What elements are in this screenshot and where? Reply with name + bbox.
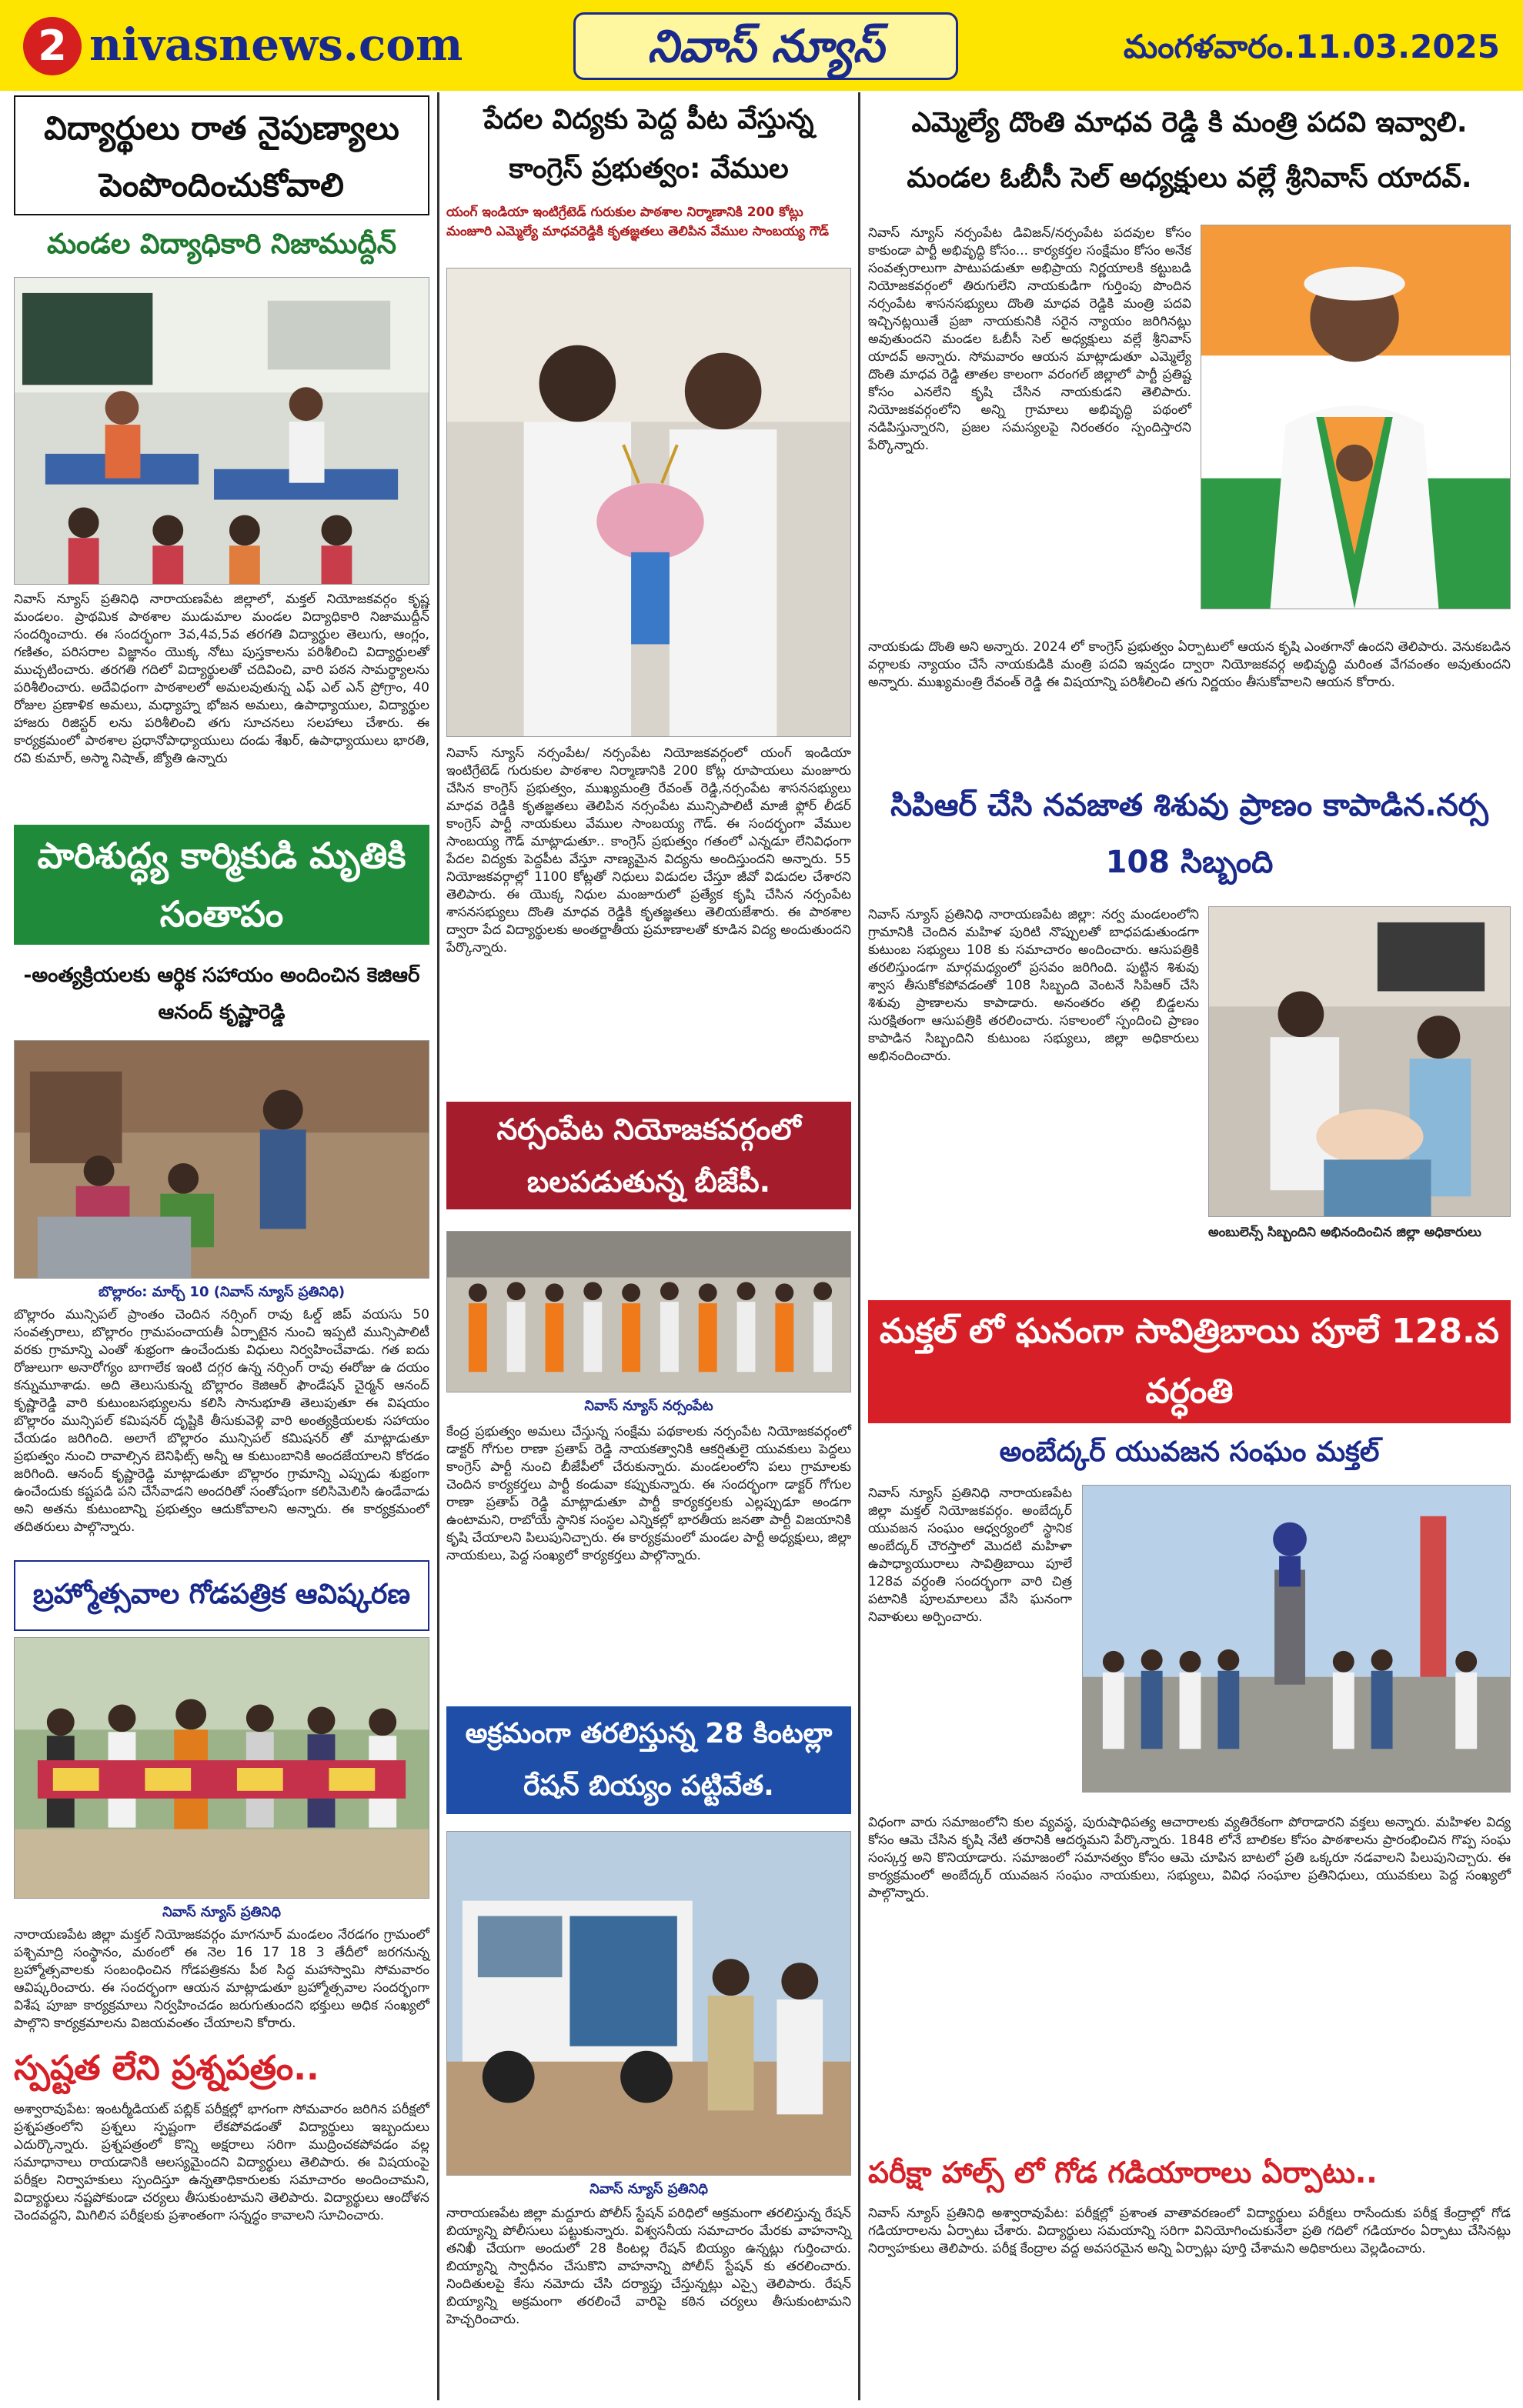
page-number-badge: 2 xyxy=(23,17,82,75)
issue-date: మంగళవారం.11.03.2025 xyxy=(1123,28,1500,65)
article-sanitation xyxy=(14,825,429,1556)
article-cpr xyxy=(868,777,1511,1294)
article-body-continued: నాయకుడు దొంతి అని అన్నారు. 2024 లో కాంగ్రెస్ ప్రభుత్వం ఏర్పాటులో ఆయన కృషి ఎంతగానో ఉందని తెలిపారు. వెనుకబడిన వర్గాలకు న్యాయం చేసే నాయకుడికి మంత్రి పదవి ఇవ్వడం ద్వారా నియోజకవర్గ అభివృద్ధి మరింత వేగవంతం అవుతుందని అన్నారు. ముఖ్యమంత్రి రేవంత్ రెడ్డి ఈ విషయాన్ని పరిశీలించి తగు నిర్ణయం తీసుకోవాలని ఆయన కోరారు. xyxy=(868,639,1511,690)
column-divider xyxy=(437,92,439,2400)
tribute-photo xyxy=(1082,1485,1511,1793)
classroom-photo xyxy=(14,277,429,585)
article-body-continued: విధంగా వారు సమాజంలోని కుల వ్యవస్థ, పురుషాధిపత్య ఆచారాలకు వ్యతిరేకంగా పోరాడారని వక్తలు అన్నారు. మహిళల విద్య కోసం ఆమె చేసిన కృషి నేటి తరానికి ఆదర్శమని పేర్కొన్నారు. 1848 లోనే బాలికల కోసం పాఠశాలను ప్రారంభించిన గొప్ప సంఘ సంస్కర్త అని కొనియాడారు. సమాజంలో సమానత్వం కోసం ఆమె చూపిన బాటలో ప్రతి ఒక్కరూ నడవాలని పిలుపునిచ్చారు. ఈ కార్యక్రమంలో అంబేద్కర్ యువజన సంఘం నాయకులు, సభ్యులు, వివిధ సంఘాల ప్రతినిధులు, యువకులు పెద్ద సంఖ్యలో పాల్గొన్నారు. xyxy=(868,1815,1511,1901)
article-headline: అక్రమంగా తరలిస్తున్న 28 కింటల్లా రేషన్ బియ్యం పట్టివేత. xyxy=(446,1706,851,1814)
article-clocks xyxy=(868,2146,1511,2400)
article-headline: ఎమ్మెల్యే దొంతి మాధవ రెడ్డి కి మంత్రి పదవి ఇవ్వాలి. మండల ఓబీసీ సెల్ అధ్యక్షులు వల్లే శ్రీనివాస్ యాదవ్. xyxy=(907,107,1472,194)
article-body: నివాస్ న్యూస్ నర్సంపేట డివిజన్/నర్సంపేట పదవుల కోసం కాకుండా పార్టీ అభివృద్ధి కోసం... కార్యకర్తల సంక్షేమం కోసం అనేక సంవత్సరాలుగా పాటుపడుతూ అభిప్రాయ నిర్ణయాలకి కట్టుబడి నియోజకవర్గంలో తిరుగులేని నాయకుడిగా గుర్తింపు పొందిన నర్సంపేట శాసనసభ్యులు దొంతి మాధవ రెడ్డికి మంత్రి పదవి ఇచ్చినట్లయితే ప్రజా నాయకునికి సరైన న్యాయం జరిగినట్లు అవుతుందని మండల ఓబీసీ సెల్ అధ్యక్షులు వల్లే శ్రీనివాస్ యాదవ్ అన్నారు. సోమవారం ఆయన మాట్లాడుతూ ఎమ్మెల్యే దొంతి మాధవ రెడ్డి తాతల కాలంగా వరంగల్ జిల్లాలో పార్టీ ప్రతిష్ట కోసం ఎనలేని కృషి చేసిన నాయకుడని తెలిపారు. నియోజకవర్గంలోని అన్ని గ్రామాలు అభివృద్ధి పథంలో నడిపిస్తున్నారని, ప్రజల సమస్యలపై నిరంతరం స్పందిస్తారని పేర్కొన్నారు. xyxy=(868,225,1191,453)
article-body: నివాస్ న్యూస్ ప్రతినిధి నారాయణపేట జిల్లా: నర్వ మండలంలోని గ్రామానికి చెందిన మహిళ పురిటి నొప్పులతో బాధపడుతుండగా కుటుంబ సభ్యులు 108 కు సమాచారం అందించారు. ఆసుపత్రికి తరలిస్తుండగా మార్గమధ్యంలో ప్రసవం జరిగింది. పుట్టిన శిశువు శ్వాస తీసుకోకపోవడంతో 108 సిబ్బంది వెంటనే సిపిఆర్ చేసి శిశువు ప్రాణాలను కాపాడారు. అనంతరం తల్లి బిడ్డలను సురక్షితంగా ఆసుపత్రికి తరలించారు. సకాలంలో స్పందించి ప్రాణం కాపాడిన సిబ్బందిని కుటుంబ సభ్యులు, జిల్లా అధికారులు అభినందించారు. xyxy=(868,907,1199,1064)
article-subhead: మండల విద్యాధికారి నిజాముద్దీన్ xyxy=(46,228,397,260)
article-headline: మక్తల్ లో ఘనంగా సావిత్రిబాయి పూలే 128.వ వర్ధంతి xyxy=(868,1300,1511,1423)
article-subhead: యంగ్ ఇండియా ఇంటిగ్రేటెడ్ గురుకుల పాఠశాల నిర్మాణానికి 200 కోట్లు మంజూరి ఎమ్మెల్యే మాధవరెడ్డికి కృతజ్ఞతలు తెలిపిన వేముల సాంబయ్య గౌడ్ xyxy=(446,205,829,239)
article-bjp xyxy=(446,1102,851,1563)
article-headline: విద్యార్థులు రాత నైపుణ్యాలు పెంపొందించుకోవాలి xyxy=(14,95,429,215)
party-joining-photo xyxy=(446,1231,851,1392)
article-ration xyxy=(446,1706,851,2399)
seized-vehicle-photo xyxy=(446,1831,851,2176)
article-headline: నర్సంపేట నియోజకవర్గంలో బలపడుతున్న బీజేపీ. xyxy=(446,1102,851,1209)
mla-portrait-photo xyxy=(1201,225,1511,609)
article-minister xyxy=(868,95,1511,765)
photo-caption: నివాస్ న్యూస్ నర్సంపేట xyxy=(584,1398,713,1414)
article-body: నివాస్ న్యూస్ ప్రతినిధి అశ్వారావుపేట: పరీక్షల్లో ప్రశాంత వాతావరణంలో విద్యార్థులు పరీక్షలు రాసేందుకు పరీక్ష కేంద్రాల్లో గోడ గడియారాలను ఏర్పాటు చేశారు. విద్యార్థులు సమయాన్ని సరిగా వినియోగించుకునేలా ప్రతి గదిలో గడియారం ఏర్పాటు చేసినట్లు నిర్వాహకులు తెలిపారు. పరీక్ష కేంద్రాల వద్ద అవసరమైన అన్ని ఏర్పాట్లు పూర్తి చేశామని అధికారులు వెల్లడించారు. xyxy=(868,2206,1511,2256)
felicitation-photo xyxy=(446,268,851,737)
article-students xyxy=(14,95,429,903)
article-body: నారాయణపేట జిల్లా మక్తల్ నియోజకవర్గం మాగనూర్ మండలం నేరడగం గ్రామంలో పశ్చిమాద్రి సంస్థానం, మఠంలో ఈ నెల 16 17 18 3 తేదీలో జరగనున్న బ్రహ్మోత్సవాలకు సంబంధించిన గోడపత్రికను పీఠ సిద్ధ మహాస్వామి సోమవారం ఆవిష్కరించారు. ఈ సందర్భంగా ఆయన మాట్లాడుతూ బ్రహ్మోత్సవాల సందర్భంగా విశేష పూజా కార్యక్రమాలు నిర్వహించడం జరుగుతుందని భక్తులు అధిక సంఖ్యలో పాల్గొని కార్యక్రమాలను విజయవంతం చేయాలని కోరారు. xyxy=(14,1927,429,2031)
photo-caption: నివాస్ న్యూస్ ప్రతినిధి xyxy=(162,1904,281,1920)
article-body: నారాయణపేట జిల్లా మద్దూరు పోలీస్ స్టేషన్ పరిధిలో అక్రమంగా తరలిస్తున్న రేషన్ బియ్యాన్ని పోలీసులు పట్టుకున్నారు. విశ్వసనీయ సమాచారం మేరకు వాహనాన్ని తనిఖీ చేయగా అందులో 28 కింటల్ల రేషన్ బియ్యం ఉన్నట్లు గుర్తించారు. బియ్యాన్ని స్వాధీనం చేసుకొని వాహనాన్ని పోలీస్ స్టేషన్ కు తరలించారు. నిందితులపై కేసు నమోదు చేసి దర్యాప్తు చేస్తున్నట్లు ఎస్సై తెలిపారు. రేషన్ బియ్యాన్ని అక్రమంగా తరలించే వారిపై కఠిన చర్యలు తీసుకుంటామని హెచ్చరించారు. xyxy=(446,2206,851,2327)
column-divider xyxy=(858,92,860,2400)
newspaper-brand: నివాస్ న్యూస్ xyxy=(573,12,958,80)
article-headline: స్పష్టత లేని ప్రశ్నపత్రం.. xyxy=(14,2049,319,2088)
article-congress xyxy=(446,95,851,1011)
photo-caption: నివాస్ న్యూస్ ప్రతినిధి xyxy=(589,2181,708,2197)
article-headline: పేదల విద్యకు పెద్ద పీట వేస్తున్న కాంగ్రెస్ ప్రభుత్వం: వేముల xyxy=(483,104,814,185)
article-headline: పరీక్షా హాల్స్ లో గోడ గడియారాలు ఏర్పాటు.. xyxy=(868,2156,1378,2190)
masthead xyxy=(0,0,1523,91)
article-subhead: -అంత్యక్రియలకు ఆర్థిక సహాయం అందించిన కెజిఆర్ ఆనంద్ కృష్ణారెడ్డి xyxy=(23,964,420,1024)
article-body: బొల్లారం మున్సిపల్ ప్రాంతం చెందిన నర్సింగ్ రావు ఓల్డ్ జిప్ వయసు 50 సంవత్సరాలు, బొల్లారం గ్రామపంచాయతీ ఏర్పాటైన నుంచి ఇప్పటి మున్సిపాలిటీ వరకు గ్రామాన్ని ఎంతో శుభ్రంగా ఉంచేందుకు విధులు నిర్వహించేవాడు. గత ఐదు రోజులుగా అనారోగ్యం బాగాలేక ఇంటి దగ్గర ఉన్న నర్సింగ్ రావు ఈరోజు ఉ దయం కన్నుమూశాడు. అది తెలుసుకున్న బొల్లారం కెజిఆర్ ఫౌండేషన్ చైర్మన్ ఆనంద్ కృష్ణారెడ్డి వారి కుటుంబసభ్యులను కలిసి సానుభూతి తెలుపుతూ ఈ విషయం బొల్లారం మున్సిపల్ కమిషనర్ దృష్టికి తీసుకువెళ్లి వారి అంత్యక్రియలకు సహాయం చేయడం జరిగింది. అలాగే బొల్లారం మున్సిపల్ కమిషనర్ తో మాట్లాడుతూ ప్రభుత్వం నుంచి రావాల్సిన బెనిఫిట్స్ అన్నీ ఆ కుటుంబానికి అందజేయాలని కోరడం జరిగింది. ఆనంద్ కృష్ణారెడ్డి మాట్లాడుతూ బొల్లారం గ్రామాన్ని ఎప్పుడు శుభ్రంగా ఉంచేందుకు కష్టపడి పని చేసేవాడని అందరితో సంతోషంగా కలిసిమెలిసి ఉండేవాడు అని అతను కుటుంబాన్ని ప్రభుత్వం ఆదుకోవాలని అన్నారు. ఈ కార్యక్రమంలో తదితరులు పాల్గొన్నారు. xyxy=(14,1307,429,1535)
photo-caption: అంబులెన్స్ సిబ్బందిని అభినందించిన జిల్లా అధికారులు xyxy=(1208,1225,1481,1240)
article-body: అశ్వారావుపేట: ఇంటర్మీడియట్ పబ్లిక్ పరీక్షల్లో భాగంగా సోమవారం జరిగిన పరీక్షలో ప్రశ్నపత్రంలోని ప్రశ్నలు స్పష్టంగా లేకపోవడంతో విద్యార్థులు ఇబ్బందులు ఎదుర్కొన్నారు. ప్రశ్నపత్రంలో కొన్ని అక్షరాలు సరిగా ముద్రించకపోవడం వల్ల సమాధానాలు రాయడానికి ఆలస్యమైందని విద్యార్థులు తెలిపారు. ఈ విషయంపై పరీక్షల నిర్వాహకులు స్పందిస్తూ ఉన్నతాధికారులకు సమాచారం అందించామని, విద్యార్థులు నష్టపోకుండా చర్యలు తీసుకుంటామని తెలిపారు. విద్యార్థులు ఆందోళన చెందవద్దని, మిగిలిన పరీక్షలకు ప్రశాంతంగా సన్నద్ధం కావాలని సూచించారు. xyxy=(14,2102,429,2223)
ambulance-staff-photo xyxy=(1208,906,1511,1217)
article-phule xyxy=(868,1300,1511,2131)
article-body: కేంద్ర ప్రభుత్వం అమలు చేస్తున్న సంక్షేమ పథకాలకు నర్సంపేట నియోజకవర్గంలో డాక్టర్ గోగుల రాణా ప్రతాప్ రెడ్డి నాయకత్వానికి ఆకర్షితులై యువకులు పెద్దలు కాంగ్రెస్ పార్టీ నుంచి బీజేపీలో చేరుకున్నారు. మండలంలోని పలు గ్రామాలకు చెందిన కార్యకర్తలు పార్టీ కండువా కప్పుకున్నారు. ఈ సందర్భంగా డాక్టర్ గోగుల రాణా ప్రతాప్ రెడ్డి మాట్లాడుతూ పార్టీ కార్యకర్తలకు ఎల్లప్పుడూ అండగా ఉంటామని, రాబోయే స్థానిక సంస్థల ఎన్నికల్లో భారతీయ జనతా పార్టీ విజయానికి కృషి చేయాలని పిలుపునిచ్చారు. ఈ కార్యక్రమంలో మండల పార్టీ అధ్యక్షులు, జిల్లా నాయకులు, పెద్ద సంఖ్యలో కార్యకర్తలు పాల్గొన్నారు. xyxy=(446,1424,851,1563)
photo-caption: బొల్లారం: మార్చ్ 10 (నివాస్ న్యూస్ ప్రతినిధి) xyxy=(98,1284,346,1300)
article-brahmotsavam xyxy=(14,1560,429,2037)
article-body: నివాస్ న్యూస్ నర్సంపేట/ నర్సంపేట నియోజకవర్గంలో యంగ్ ఇండియా ఇంటిగ్రేటెడ్ గురుకుల పాఠశాల నిర్మాణానికి 200 కోట్ల రూపాయలు మంజూరు చేసిన కాంగ్రెస్ ప్రభుత్వం, ముఖ్యమంత్రి రేవంత్ రెడ్డి,నర్సంపేట శాసనసభ్యులు మాధవ రెడ్డికి కృతజ్ఞతలు తెలిపిన నర్సంపేట మున్సిపాలిటీ మాజీ ఫ్లోర్ లీడర్ కాంగ్రెస్ పార్టీ నాయకులు వేముల సాంబయ్య గౌడ్. ఈ సందర్భంగా వేముల సాంబయ్య గౌడ్ మాట్లాడుతూ.. కాంగ్రెస్ ప్రభుత్వం గతంలో ఎన్నడూ లేనివిధంగా పేదల విద్యకు పెద్దపీట వేస్తూ నాణ్యమైన విద్యను అందిస్తుందని అన్నారు. 55 నియోజకవర్గాల్లో 1100 కోట్లతో నిధులు విడుదల చేస్తూ జీవో విడుదల చేశారని తెలిపారు. ఈ యొక్క నిధుల మంజూరులో ప్రత్యేక కృషి చేసిన నర్సంపేట శాసనసభ్యులు దొంతి మాధవ రెడ్డికి కృతజ్ఞతలు తెలియజేశారు. ఈ పాఠశాల ద్వారా పేద విద్యార్థులకు అంతర్జాతీయ ప్రమాణాలతో కూడిన విద్య అందుతుందని పేర్కొన్నారు. xyxy=(446,745,851,956)
poster-launch-photo xyxy=(14,1637,429,1899)
article-body: నివాస్ న్యూస్ ప్రతినిధి నారాయణపేట జిల్లాలో, మక్తల్ నియోజకవర్గం కృష్ణ మండలం. ప్రాథమిక పాఠశాల ముడుమాల మండల విద్యాధికారి నిజాముద్దీన్ సందర్శించారు. ఈ సందర్భంగా 3వ,4వ,5వ తరగతి విద్యార్థుల తెలుగు, ఆంగ్లం, గణితం, పరిసరాల విజ్ఞానం యొక్క నోటు పుస్తకాలను పరిశీలించి విద్యార్థులతో ముచ్చటించారు. తరగతి గదిలో విద్యార్థులతో చదివించి, వారి పఠన సామర్థ్యాలను పరిశీలించారు. అదేవిధంగా పాఠశాలలో అమలవుతున్న ఎఫ్ ఎల్ ఎన్ ప్రోగ్రాం, 40 రోజుల ప్రణాళిక అమలు, మధ్యాహ్న భోజన అమలు, ఉపాధ్యాయుల, విద్యార్థుల హాజరు రిజిస్టర్ లను పరిశీలించి తగు సూచనలు సలహాలు చేశారు. ఈ కార్యక్రమంలో పాఠశాల ప్రధానోపాధ్యాయులు దండు శేఖర్, ఉపాధ్యాయులు భారతి, రవి కుమార్, అస్మా నిషాత్, జ్యోతి ఉన్నారు xyxy=(14,592,429,766)
article-subhead: అంబేద్కర్ యువజన సంఘం మక్తల్ xyxy=(999,1436,1380,1468)
site-name: nivasnews.com xyxy=(89,18,463,71)
article-exam xyxy=(14,2043,429,2396)
article-headline: పారిశుద్ధ్య కార్మికుడి మృతికి సంతాపం xyxy=(14,825,429,945)
article-headline: బ్రహ్మోత్సవాల గోడపత్రిక ఆవిష్కరణ xyxy=(14,1560,429,1631)
article-body: నివాస్ న్యూస్ ప్రతినిధి నారాయణపేట జిల్లా మక్తల్ నియోజకవర్గం. అంబేద్కర్ యువజన సంఘం ఆధ్వర్యంలో స్థానిక అంబేద్కర్ చౌరస్తాలో మొదటి మహిళా ఉపాధ్యాయురాలు సావిత్రిబాయి పూలే 128వ వర్ధంతి సందర్భంగా వారి చిత్ర పటానికి పూలమాలలు వేసి ఘనంగా నివాళులు అర్పించారు. xyxy=(868,1486,1072,1625)
condolence-photo xyxy=(14,1040,429,1279)
article-headline: సిపిఆర్ చేసి నవజాత శిశువు ప్రాణం కాపాడిన.నర్స 108 సిబ్బంది xyxy=(890,788,1488,880)
